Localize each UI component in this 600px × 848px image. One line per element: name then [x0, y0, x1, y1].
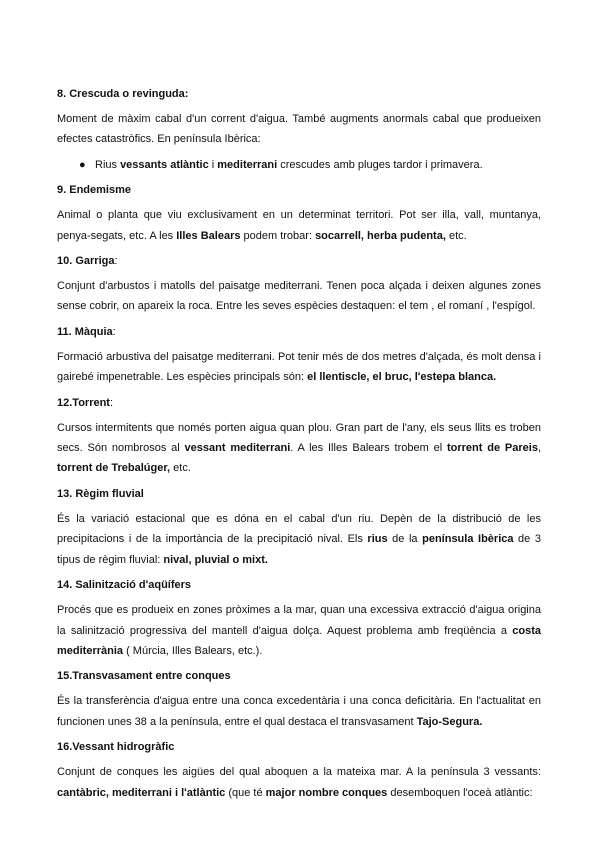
section-paragraph: [57, 418, 541, 479]
section-paragraph: [57, 276, 541, 317]
section-16: [57, 737, 541, 803]
bold-text-run: vessant mediterrani: [184, 442, 291, 455]
section-paragraph: [57, 600, 541, 661]
text-run: Formació arbustiva del paisatge mediterrani. Pot tenir més de dos metres d'alçada, és molt densa i gairebé impenetrable. Les espècies principals són:: [57, 350, 541, 384]
section-heading: 9. Endemisme: [57, 184, 131, 197]
bold-text-run: nival, pluvial o mixt.: [163, 553, 268, 566]
text-run: de 3 tipus de règim fluvial:: [57, 533, 541, 566]
bold-text-run: costa mediterrània: [57, 624, 541, 657]
bold-text-run: socarrell, herba pudenta,: [315, 229, 446, 242]
bold-text-run: Illes Balears: [176, 229, 241, 242]
text-run: Procés que es produeix en zones pròximes a la mar, quan una excessiva extracció d'aigua origina la salinització progressiva del mantell d'aigua dolça. Aquest problema amb freqüència a: [57, 604, 541, 637]
text-run: desemboquen l'oceà atlàntic:: [387, 786, 533, 799]
section-paragraph: [57, 762, 541, 803]
section-heading: 15.Transvasament entre conques: [57, 670, 231, 683]
text-run: Animal o planta que viu exclusivament en un determinat territori. Pot ser illa, vall, muntanya, penya-segats, etc. A les: [57, 209, 541, 242]
text-run: ,: [537, 442, 541, 455]
text-run: etc.: [170, 462, 191, 475]
text-run: És la variació estacional que es dóna en el cabal d'un riu. Depèn de la distribució de les precipitacions i de la importància de la precipitació nival. Els: [57, 512, 541, 546]
section-12: [57, 393, 541, 479]
bold-text-run: rius: [367, 533, 388, 546]
bold-text-run: vessants atlàntic: [120, 158, 209, 171]
section-paragraph: [57, 691, 541, 732]
section-paragraph: [57, 347, 541, 388]
section-8: [57, 84, 541, 175]
bold-text-run: cantàbric, mediterrani i l'atlàntic: [57, 786, 226, 799]
text-run: Rius: [95, 158, 121, 171]
section-heading: 12.Torrent:: [57, 396, 114, 409]
text-run: ( Múrcia, Illes Balears, etc.).: [123, 644, 263, 657]
text-run: i: [208, 158, 218, 171]
bold-text-run: major nombre conques: [265, 786, 388, 799]
text-run: És la transferència d'aigua entre una conca excedentària i una conca deficitària. En l'actualitat en funcionen unes 38 a la península, entre el qual destaca el transvasament: [57, 695, 541, 728]
bold-text-run: torrent de Trebalúger,: [57, 462, 171, 475]
section-14: [57, 575, 541, 661]
bullet-list: [57, 155, 541, 175]
section-9: [57, 180, 541, 246]
text-run: Moment de màxim cabal d'un corrent d'aigua. També augments anormals cabal que produeixen efectes catastròfics. En península Ibèrica:: [57, 113, 541, 146]
bold-text-run: torrent de Pareis: [446, 442, 538, 455]
text-run: de la: [387, 533, 423, 546]
section-heading: 8. Crescuda o revinguda:: [57, 88, 189, 100]
section-11: [57, 322, 541, 388]
bold-text-run: Tajo-Segura.: [416, 715, 483, 728]
section-paragraph: [57, 205, 541, 246]
text-run: podem trobar:: [240, 229, 316, 242]
section-heading: 11. Màquia:: [57, 325, 116, 338]
text-run: . A les Illes Balears trobem el: [290, 442, 447, 455]
text-run: Conjunt d'arbustos i matolls del paisatge mediterrani. Tenen poca alçada i deixen algunes zones sense cobrir, on apareix la roca. Entre les seves espècies destaquen: el tem , el romaní , l'espígol.: [57, 280, 541, 313]
section-heading: 10. Garriga:: [57, 255, 118, 268]
section-heading: 14. Salinització d'aqüífers: [57, 579, 192, 592]
section-15: [57, 666, 541, 732]
bullet-item: [79, 155, 541, 175]
document-page: [57, 84, 541, 808]
section-10: [57, 251, 541, 317]
bold-text-run: península Ibèrica: [422, 533, 514, 546]
bold-text-run: el llentiscle, el bruc, l'estepa blanca.: [307, 371, 497, 384]
section-paragraph: [57, 509, 541, 570]
text-run: crescudes amb pluges tardor i primavera.: [277, 158, 483, 171]
text-run: (que té: [225, 786, 266, 799]
section-heading: 13. Règim fluvial: [57, 487, 144, 500]
section-heading: 16.Vessant hidrogràfic: [57, 741, 175, 754]
text-run: Cursos intermitents que només porten aigua quan plou. Gran part de l'any, els seus llits es troben secs. Són nombrosos al: [57, 421, 541, 455]
section-13: [57, 484, 541, 570]
text-run: etc.: [445, 229, 467, 242]
bold-text-run: mediterrani: [217, 158, 278, 171]
section-paragraph: [57, 109, 541, 150]
bullet-dot-icon: ●: [79, 158, 86, 171]
text-run: Conjunt de conques les aigües del qual aboquen a la mateixa mar. A la península 3 vessants:: [57, 766, 541, 779]
